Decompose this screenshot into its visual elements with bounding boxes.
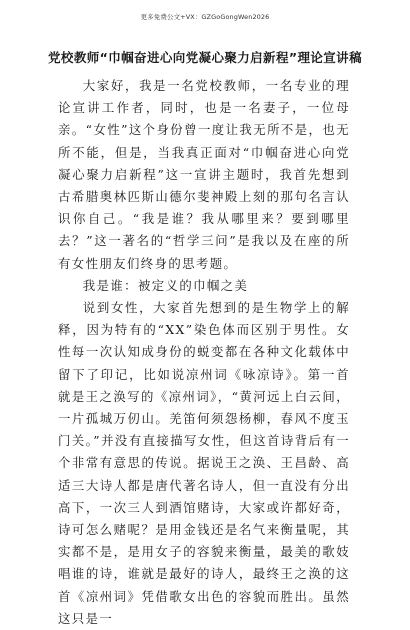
paragraph-body: 说到女性，大家首先想到的是生物学上的解释，因为特有的“XX”染色体而区别于男性。女性每一次认知成身份的蜕变都在各种文化载体中留下了印记，比如说凉州词《咏凉诗》。第一首就是王之涣写的《凉州词》，“黄河远上白云间，一片孤城万仞山。羌笛何须怨杨柳，春风不度玉门关。”并没有直接描写女性，但这首诗背后有一个非常有意思的传说。据说王之涣、王昌龄、高适三大诗人都是唐代著名诗人，但一直没有分出高下，一次三人到酒馆赌诗，大家或许都好奇，诗可怎么赌呢？是用金钱还是名气来衡量呢，其实都不是，是用女子的容貌来衡量，最美的歌妓唱谁的诗，谁就是最好的诗人，最终王之涣的这首《凉州词》凭借歌女出色的容貌而胜出。虽然这只是一: [58, 300, 350, 626]
section-heading: 我是谁：被定义的巾帼之美: [82, 277, 249, 293]
paragraph-intro: 大家好，我是一名党校教师，一名专业的理论宣讲工作者，同时，也是一名妻子，一位母亲。“女性”这个身份曾一度让我无所不是，也无所不能，但是，当我真正面对“巾帼奋进心向党凝心聚力启新程”这一宣讲主题时，我首先想到古希腊奥林匹斯山德尔斐神殿上刻的那句名言认识你自己。“我是谁？我从哪里来？要到哪里去？”这一著名的“哲学三问”是我以及在座的所有女性朋友们终身的思考题。: [58, 78, 350, 271]
document-title: 党校教师“巾帼奋进心向党凝心聚力启新程”理论宣讲稿: [48, 50, 362, 65]
document-body: [58, 75, 350, 630]
header-note: 更多免费公文+VX：GZGoGongWen2026: [140, 13, 270, 21]
